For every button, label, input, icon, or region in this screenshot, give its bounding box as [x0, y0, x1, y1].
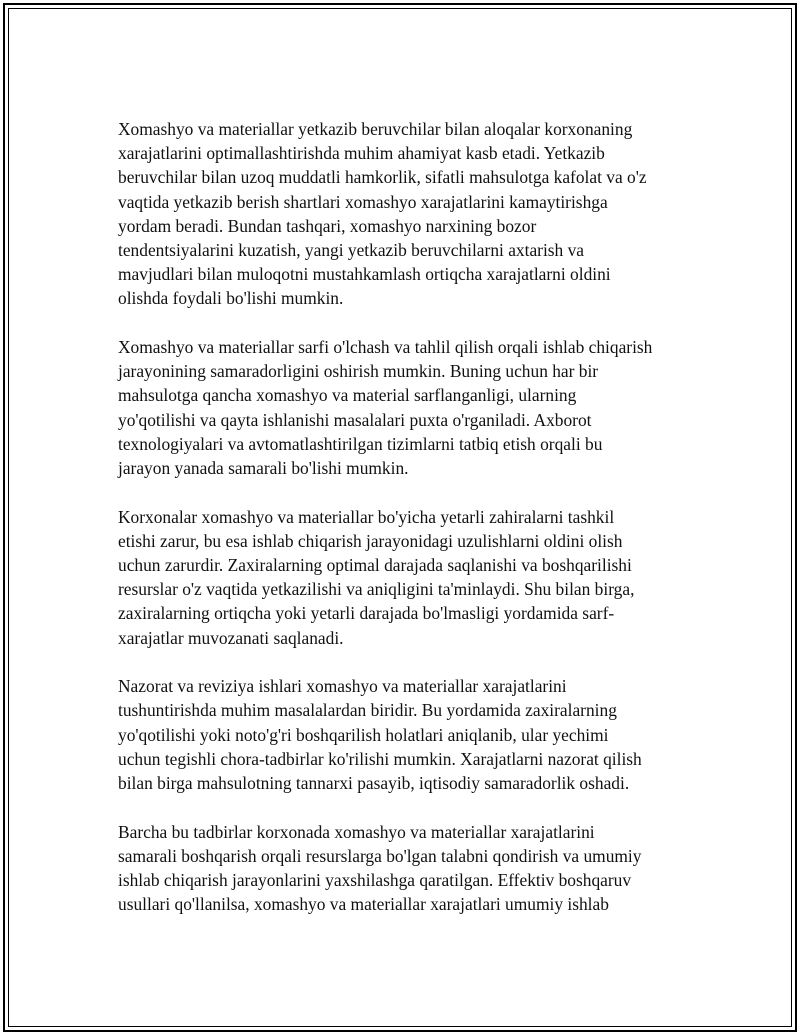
paragraph-1: [118, 117, 686, 311]
paragraph-5: [118, 820, 686, 917]
text-line: Barcha bu tadbirlar korxonada xomashyo va materiallar xarajatlarini: [118, 821, 595, 842]
text-line: etishi zarur, bu esa ishlab chiqarish jarayonidagi uzulishlarni oldini olish: [118, 530, 623, 551]
text-line: Xomashyo va materiallar yetkazib beruvchilar bilan aloqalar korxonaning: [118, 119, 633, 139]
text-line: resurslar o'z vaqtida yetkazilishi va aniqligini ta'minlaydi. Shu bilan birga,: [118, 579, 635, 600]
text-line: mavjudlari bilan muloqotni mustahkamlash ortiqcha xarajatlarni oldini: [118, 264, 611, 285]
text-line: tushuntirishda muhim masalalardan biridir. Bu yordamida zaxiralarning: [118, 700, 617, 721]
text-line: xarajatlarini optimallashtirishda muhim ahamiyat kasb etadi. Yetkazib: [118, 143, 605, 164]
text-line: tendentsiyalarini kuzatish, yangi yetkazib beruvchilarni axtarish va: [118, 240, 585, 261]
paragraph-4: [118, 674, 686, 795]
text-line: bilan birga mahsulotning tannarxi pasayib, iqtisodiy samaradorlik oshadi.: [118, 773, 630, 794]
text-line: samarali boshqarish orqali resurslarga bo'lgan talabni qondirish va umumiy: [118, 845, 642, 866]
text-line: Xomashyo va materiallar sarfi o'lchash va tahlil qilish orqali ishlab chiqarish: [118, 337, 653, 358]
text-line: jarayonining samaradorligini oshirish mumkin. Buning uchun har bir: [118, 361, 599, 382]
text-line: xarajatlar muvozanati saqlanadi.: [118, 627, 344, 648]
text-line: yo'qotilishi yoki noto'g'ri boshqarilish holatlari aniqlanib, ular yechimi: [118, 724, 609, 745]
text-line: zaxiralarning ortiqcha yoki yetarli darajada bo'lmasligi yordamida sarf-: [118, 603, 615, 624]
text-line: Korxonalar xomashyo va materiallar bo'yicha yetarli zahiralarni tashkil: [118, 506, 615, 527]
text-line: texnologiyalari va avtomatlashtirilgan tizimlarni tatbiq etish orqali bu: [118, 433, 603, 454]
text-line: mahsulotga qancha xomashyo va material sarflanganligi, ularning: [118, 385, 577, 406]
paragraph-2: [118, 335, 686, 480]
paragraph-3: [118, 505, 686, 650]
text-line: beruvchilar bilan uzoq muddatli hamkorlik, sifatli mahsulotga kafolat va o'z: [118, 167, 647, 188]
text-line: jarayon yanada samarali bo'lishi mumkin.: [118, 458, 409, 479]
text-line: ishlab chiqarish jarayonlarini yaxshilashga qaratilgan. Effektiv boshqaruv: [118, 870, 632, 891]
text-line: uchun zarurdir. Zaxiralarning optimal darajada saqlanishi va boshqarilishi: [118, 555, 632, 576]
text-line: vaqtida yetkazib berish shartlari xomashyo xarajatlarini kamaytirishga: [118, 191, 608, 212]
text-line: Nazorat va reviziya ishlari xomashyo va materiallar xarajatlarini: [118, 676, 567, 697]
text-line: yo'qotilishi va qayta ishlanishi masalalari puxta o'rganiladi. Axborot: [118, 409, 592, 430]
text-line: olishda foydali bo'lishi mumkin.: [118, 288, 344, 309]
text-line: uchun tegishli chora-tadbirlar ko'rilishi mumkin. Xarajatlarni nazorat qilish: [118, 748, 642, 769]
text-line: usullari qo'llanilsa, xomashyo va materiallar xarajatlari umumiy ishlab: [118, 894, 609, 915]
text-line: yordam beradi. Bundan tashqari, xomashyo narxining bozor: [118, 215, 537, 236]
document-body: [118, 117, 686, 941]
